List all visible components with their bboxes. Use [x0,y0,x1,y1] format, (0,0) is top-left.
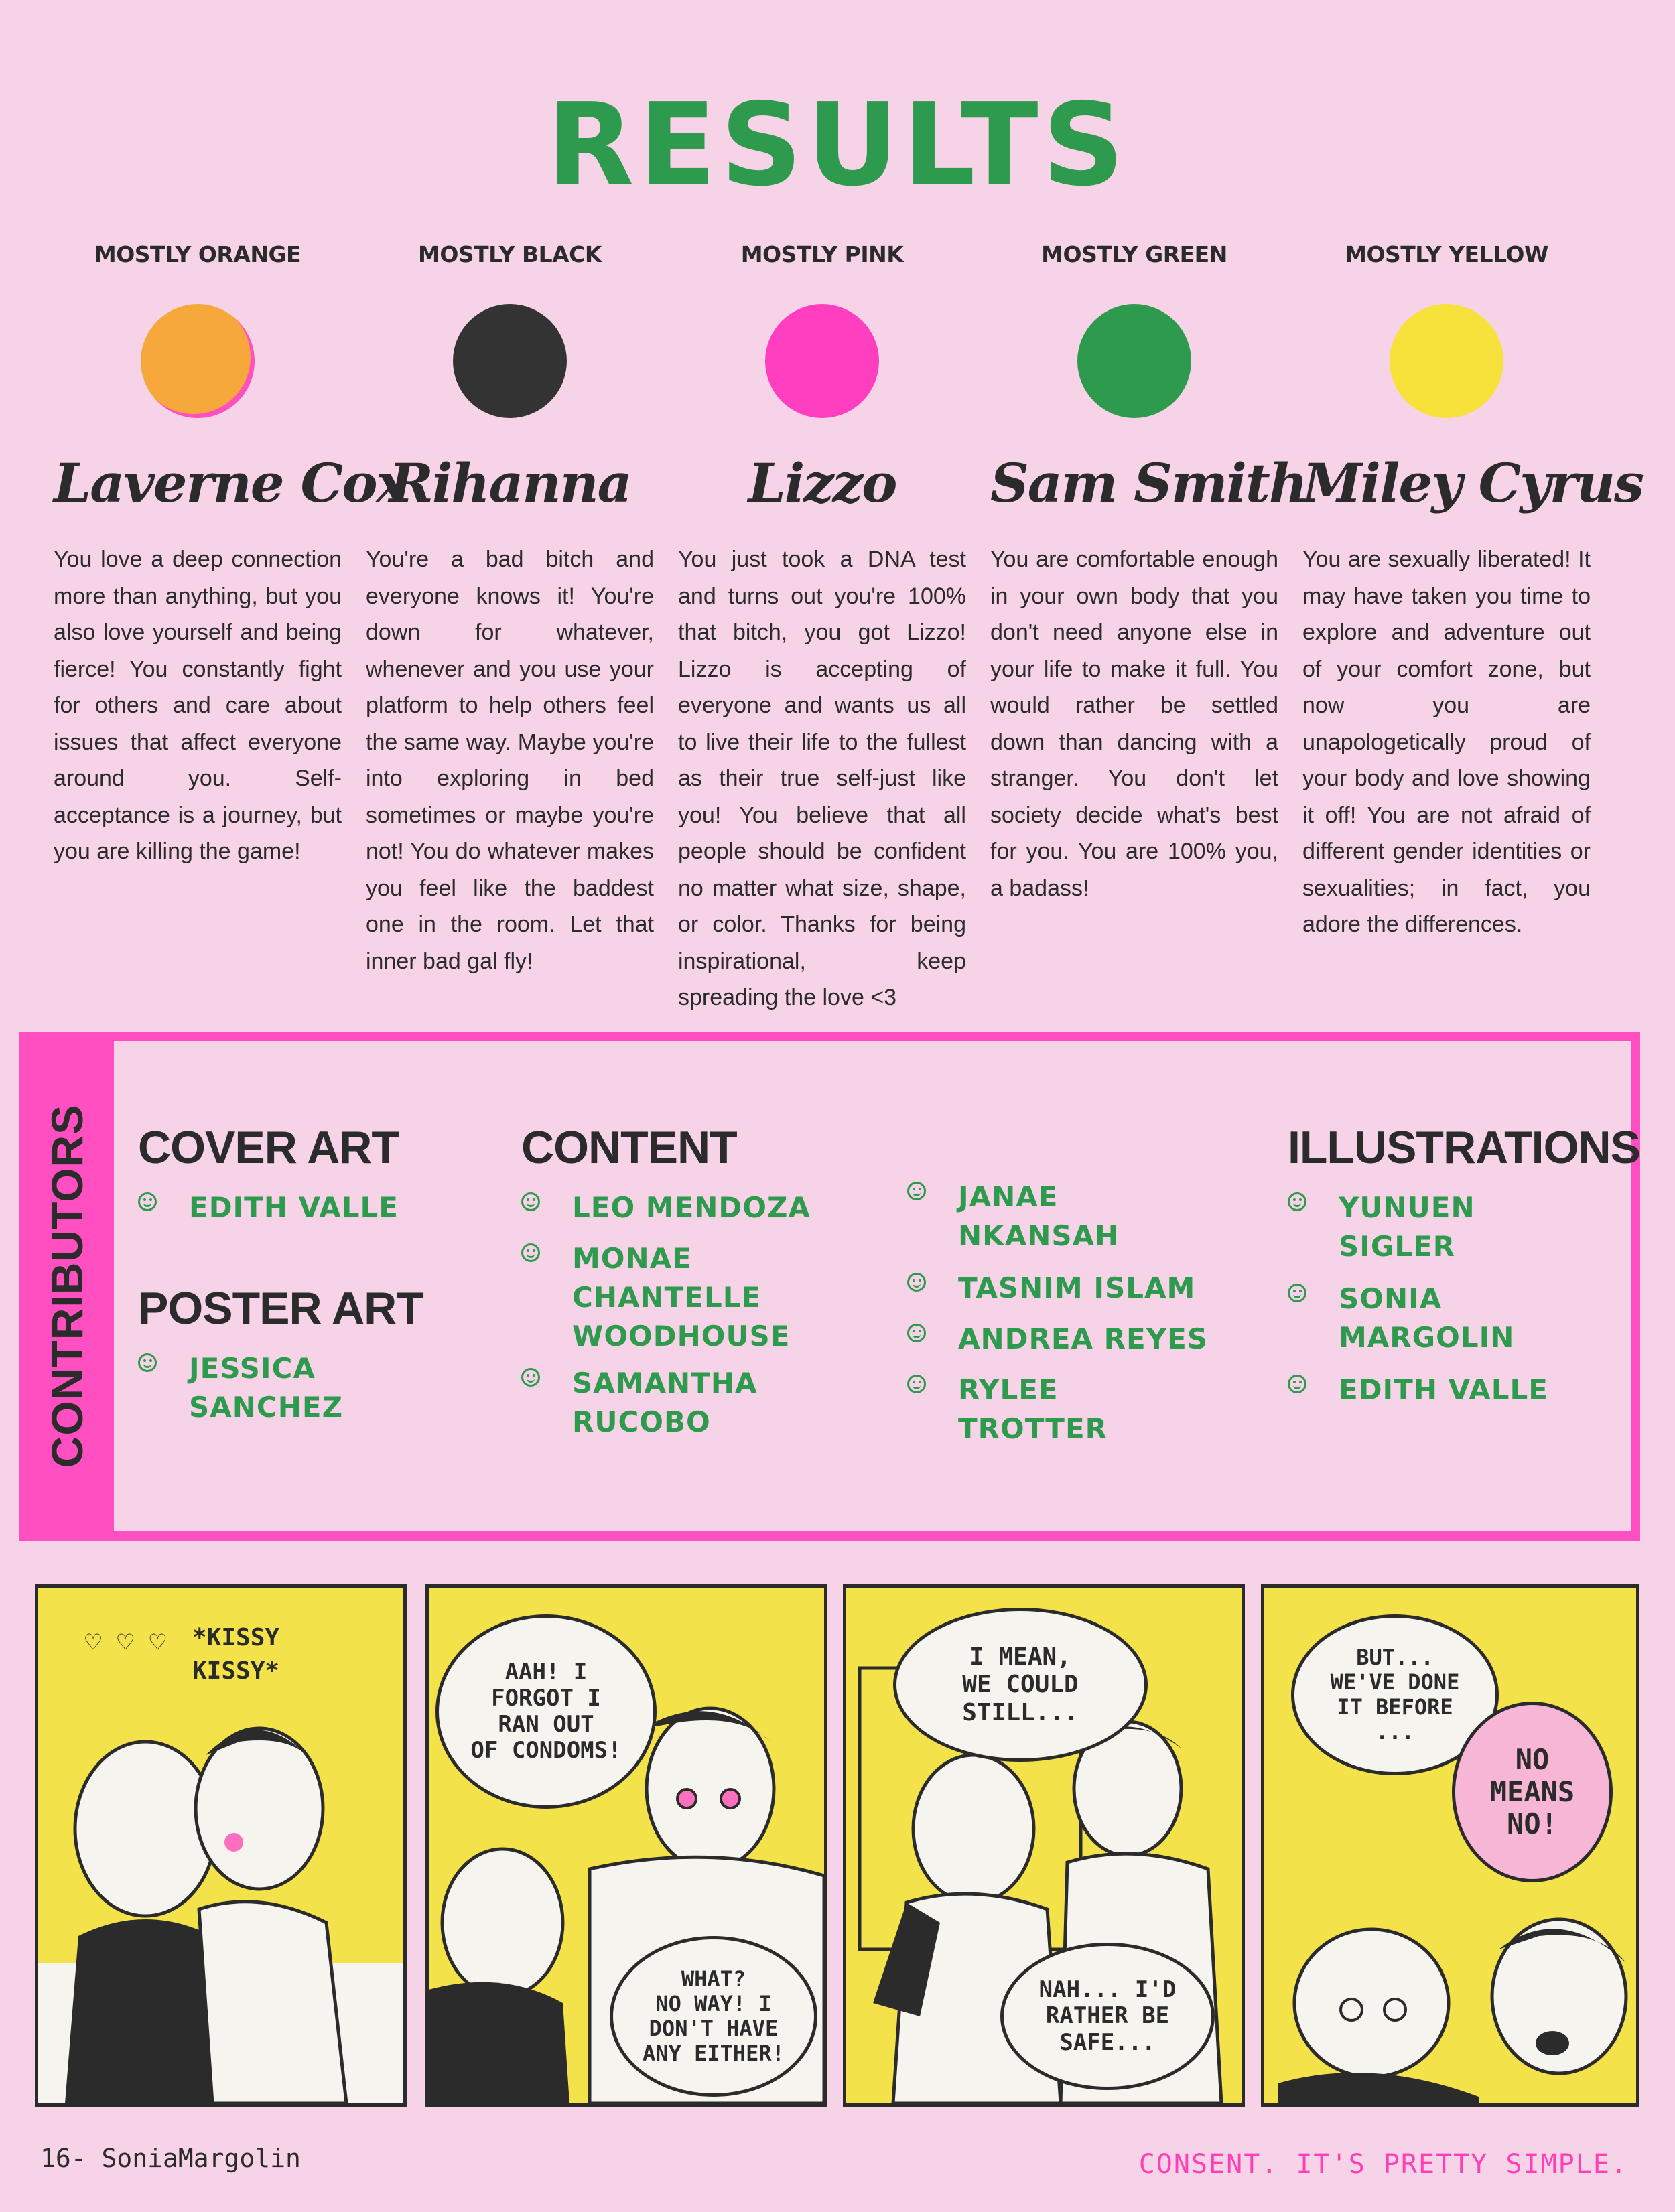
result-black [366,241,654,979]
result-green [990,241,1307,906]
smiley-icon [521,1192,540,1211]
speech-bubble: NAH... I'D RATHER BE SAFE... [1000,1943,1215,2090]
smiley-icon [521,1243,540,1262]
green-dot [1077,304,1191,418]
result-orange [54,241,407,870]
yellow-dot [1390,304,1503,418]
cover-art-heading: COVER ART [138,1122,399,1173]
result-pink [678,241,966,1016]
contributor-item: JESSICA SANCHEZ [138,1349,486,1427]
illustrations-heading: ILLUSTRATIONS [1288,1122,1640,1173]
speech-bubble: BUT... WE'VE DONE IT BEFORE ... [1291,1614,1499,1775]
contributor-item: EDITH VALLE [138,1188,486,1227]
result-description: You're a bad bitch and everyone knows it! You're down for whatever, whenever and you use your platform to help others feel the same way. Maybe you're into exploring in bed sometimes or maybe you're not! You do whatever makes you feel like the baddest one in the room. Let that inner bad gal fly! [366,547,654,974]
result-description: You are sexually liberated! It may have taken you time to explore and adventure out of your comfort zone, but now you are unapologetically proud of your body and love showing it off! You are not afraid of different gender identities or sexualities; in fact, you adore the differences. [1302,547,1591,937]
contributors-box [19,1032,1640,1541]
comic-panel-2 [425,1584,827,2107]
svg-text:♡ ♡ ♡: ♡ ♡ ♡ [85,1627,166,1658]
smiley-icon [1288,1284,1306,1302]
consent-tagline: CONSENT. IT'S PRETTY SIMPLE. [1138,2149,1628,2180]
contributor-item: EDITH VALLE [1288,1371,1636,1409]
result-heading: MOSTLY PINK [740,241,904,267]
page-title: RESULTS [546,79,1129,212]
result-description: You just took a DNA test and turns out you're 100% that bitch, you got Lizzo! Lizzo is accepting of everyone and wants us all to live their life to the fullest as their true self-just like you! You believe that all people should be confident no matter what size, shape, or color. Thanks for being inspirational, keep spreading the love <3 [678,547,966,1010]
result-name: Rihanna [389,452,631,514]
result-heading: MOSTLY ORANGE [94,241,302,267]
contributor-item: SONIA MARGOLIN [1288,1280,1636,1357]
smiley-icon [1288,1192,1306,1211]
comic-panel-4 [1261,1584,1639,2107]
speech-bubble: WHAT? NO WAY! I DON'T HAVE ANY EITHER! [610,1936,817,2097]
contributors-panel [42,1041,1640,1531]
smiley-icon [907,1375,926,1393]
result-description: You love a deep connection more than anything, but you also love yourself and being fierce! You constantly fight for others and care about issues that affect everyone around you. Self-acceptance is a journey, but you are killing the game! [54,547,342,864]
comic-panel-3 [843,1584,1245,2107]
smiley-icon [1288,1375,1306,1393]
result-heading: MOSTLY BLACK [418,241,602,267]
content-heading: CONTENT [521,1122,737,1173]
kissy-sfx: *KISSY KISSY* [192,1624,280,1685]
contributor-item: LEO MENDOZA [521,1188,870,1227]
speech-bubble: I MEAN, WE COULD STILL... [893,1608,1148,1762]
contributor-item: TASNIM ISLAM [907,1269,1256,1308]
pink-dot [765,304,879,418]
speech-bubble-no-means-no: NO MEANS NO! [1452,1702,1613,1882]
result-name: Miley Cyrus [1302,452,1644,514]
contributor-item: ANDREA REYES [907,1320,1256,1359]
contributor-item: MONAE CHANTELLE WOODHOUSE [521,1239,870,1356]
smiley-icon [907,1273,926,1292]
result-name: Laverne Cox [54,452,407,514]
poster-art-heading: POSTER ART [138,1283,423,1334]
smiley-icon [138,1192,157,1211]
result-yellow [1302,241,1644,943]
page-number-credit: 16- SoniaMargolin [40,2144,301,2173]
smiley-icon [138,1353,157,1372]
contributor-item: SAMANTHA RUCOBO [521,1364,870,1442]
smiley-icon [907,1324,926,1342]
smiley-icon [521,1368,540,1387]
contributor-item: JANAE NKANSAH [907,1178,1256,1255]
smiley-icon [907,1182,926,1200]
black-dot [453,304,567,418]
result-heading: MOSTLY YELLOW [1345,241,1548,267]
result-name: Sam Smith [990,452,1307,514]
orange-dot [141,304,255,418]
speech-bubble: AAH! I FORGOT I RAN OUT OF CONDOMS! [436,1614,657,1809]
result-description: You are comfortable enough in your own body that you don't need anyone else in your life to make it full. You would rather be settled down than dancing with a stranger. You don't let society decide what's best for you. You are 100% you, a badass! [990,547,1278,901]
contributor-item: YUNUEN SIGLER [1288,1188,1636,1266]
contributor-item: RYLEE TROTTER [907,1371,1256,1448]
results-grid [54,241,1644,1018]
result-heading: MOSTLY GREEN [1041,241,1227,267]
contributors-label: CONTRIBUTORS [42,1104,92,1468]
comic-panel-1 [35,1584,407,2107]
result-name: Lizzo [748,452,896,514]
